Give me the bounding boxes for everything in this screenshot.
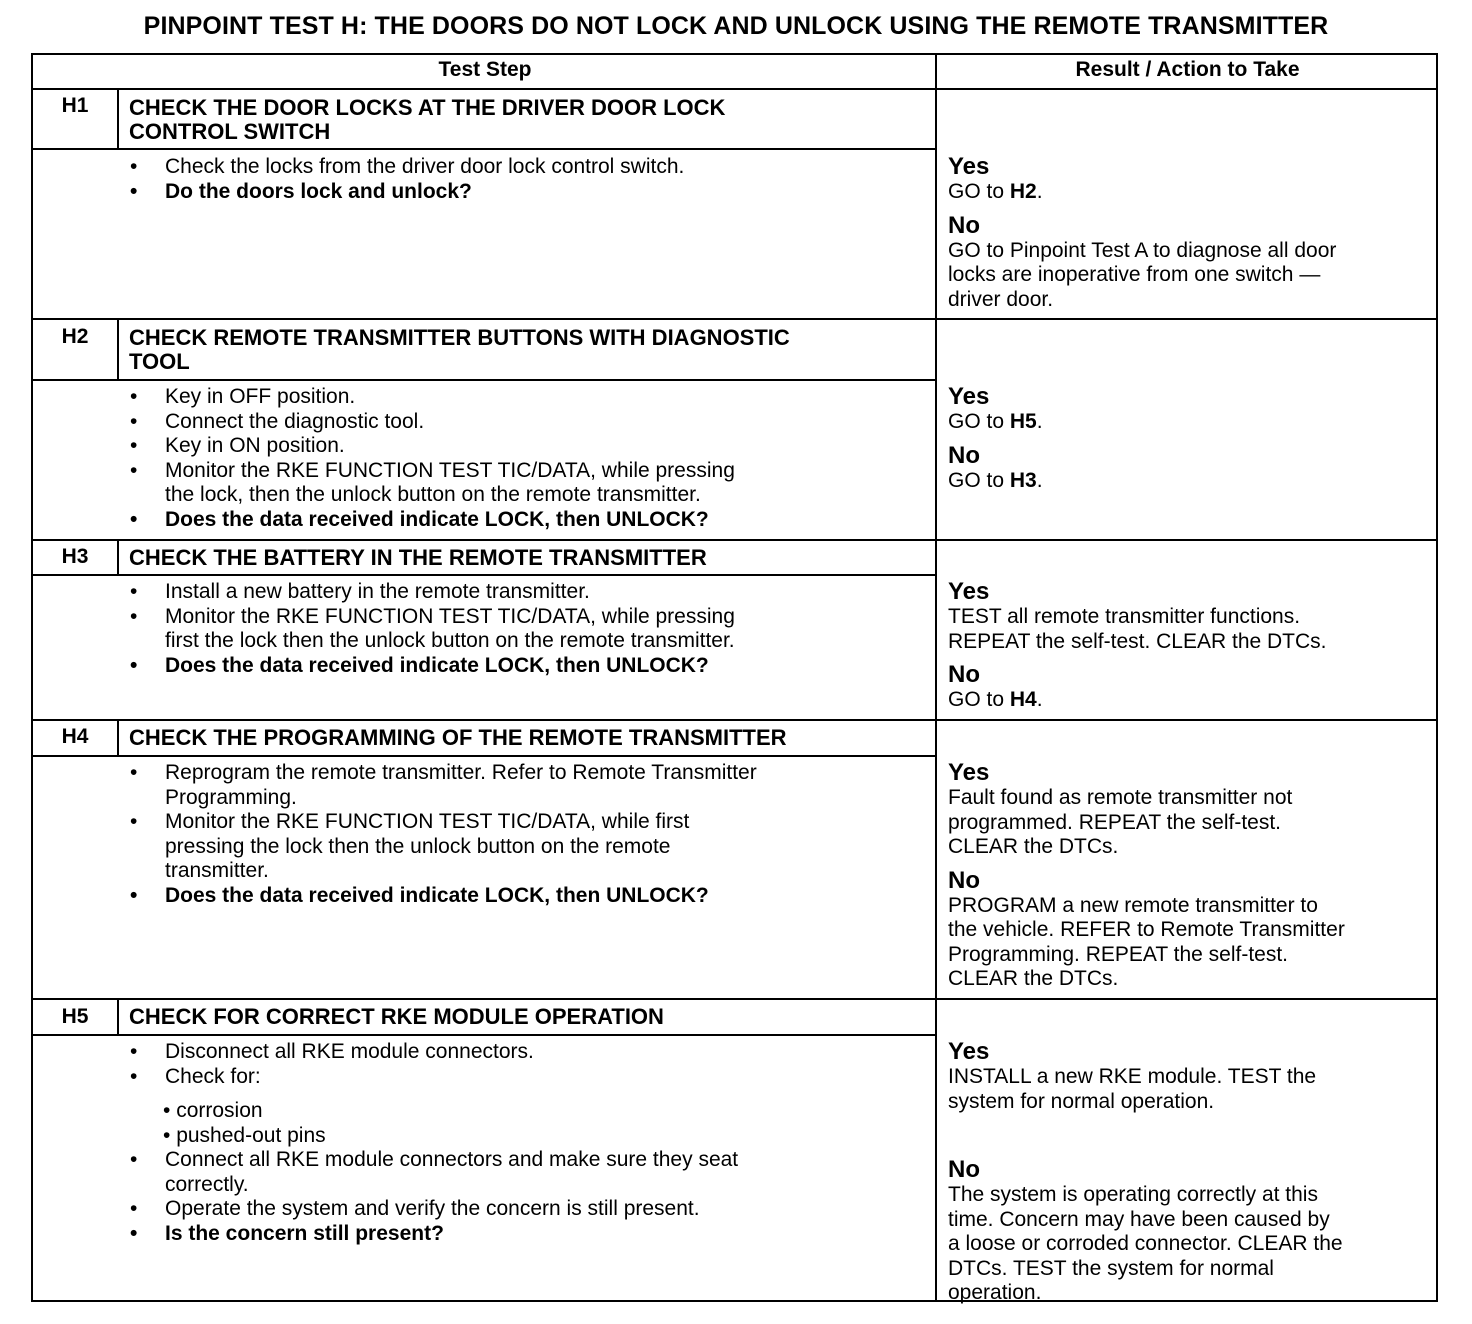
no-label: No [948, 1156, 980, 1183]
bullet-icon: • [130, 761, 138, 784]
instruction-item: • Monitor the RKE FUNCTION TEST TIC/DATA, while pressing the lock, then the unlock button on the remote transmitter. [130, 458, 735, 506]
bullet-icon: • [130, 883, 138, 907]
step-title [129, 546, 929, 570]
column-divider [935, 55, 937, 1300]
step-title-divider [33, 574, 937, 576]
no-action: GO to H4. [948, 688, 1043, 711]
no-action: PROGRAM a new remote transmitter to the vehicle. REFER to Remote Transmitter Programming. REPEAT the self-test. CLEAR the DTCs. [948, 893, 1345, 990]
no-label: No [948, 211, 980, 239]
step-instructions [128, 1040, 928, 1246]
instruction-item: • Key in ON position. [130, 434, 345, 457]
no-label: No [948, 441, 980, 469]
no-action: GO to H3. [948, 468, 1043, 492]
step-id: H4 [61, 725, 89, 748]
bullet-icon: • [130, 1197, 138, 1220]
instruction-item: • Operate the system and verify the concern is still present. [130, 1197, 700, 1220]
step-title [129, 96, 929, 144]
step-title [129, 1005, 929, 1029]
instruction-item: • Key in OFF position. [130, 385, 356, 408]
result-cell [948, 154, 1436, 312]
page-title: PINPOINT TEST H: THE DOORS DO NOT LOCK AND UNLOCK USING THE REMOTE TRANSMITTER [143, 12, 1329, 40]
id-divider [117, 541, 119, 576]
step-title [129, 726, 929, 750]
row-divider [33, 539, 1436, 541]
no-label: No [948, 866, 980, 894]
bullet-icon: • [130, 810, 138, 833]
question-item: • Does the data received indicate LOCK, then UNLOCK? [130, 507, 709, 531]
step-title-line: CHECK THE PROGRAMMING OF THE REMOTE TRANSMITTER [129, 725, 787, 750]
yes-label: Yes [948, 153, 990, 180]
bullet-icon: • [130, 179, 138, 203]
step-title-line: TOOL [129, 349, 190, 374]
step-title-line: CONTROL SWITCH [129, 119, 331, 144]
instruction-item: • Check for: [130, 1064, 261, 1088]
step-id: H1 [61, 94, 89, 117]
step-title-line: CHECK FOR CORRECT RKE MODULE OPERATION [129, 1004, 664, 1029]
yes-label: Yes [948, 1038, 990, 1065]
bullet-icon: • [130, 434, 138, 457]
instruction-item: • Disconnect all RKE module connectors. [130, 1040, 534, 1063]
id-divider [117, 721, 119, 757]
row-divider [33, 998, 1436, 1000]
step-title-divider [33, 148, 937, 150]
step-title-divider [33, 379, 937, 381]
yes-action: TEST all remote transmitter functions. REPEAT the self-test. CLEAR the DTCs. [948, 605, 1327, 653]
id-divider [117, 90, 119, 150]
instruction-item: • Monitor the RKE FUNCTION TEST TIC/DATA, while first pressing the lock then the unlock button on the remote transmitter. [130, 810, 690, 882]
instruction-item: • Connect all RKE module connectors and make sure they seat correctly. [130, 1148, 739, 1196]
step-instructions [128, 580, 928, 678]
step-id: H5 [61, 1005, 89, 1028]
sub-item: • corrosion [163, 1099, 263, 1122]
question-item: • Do the doors lock and unlock? [130, 179, 472, 203]
bullet-icon: • [130, 155, 138, 178]
step-title-line: CHECK REMOTE TRANSMITTER BUTTONS WITH DIAGNOSTIC [129, 325, 790, 350]
bullet-icon: • [130, 507, 138, 531]
result-cell [948, 760, 1436, 992]
id-divider [117, 1000, 119, 1036]
bullet-icon: • [130, 1221, 138, 1245]
bullet-icon: • [130, 604, 138, 628]
row-divider [33, 318, 1436, 320]
step-title-line: CHECK THE DOOR LOCKS AT THE DRIVER DOOR LOCK [129, 95, 726, 120]
row-divider [33, 719, 1436, 721]
step-id: H3 [61, 545, 89, 568]
yes-action: Fault found as remote transmitter not programmed. REPEAT the self-test. CLEAR the DTCs. [948, 786, 1293, 858]
header-result-action: Result / Action to Take [1075, 58, 1300, 81]
pinpoint-table [31, 53, 1438, 1302]
header-test-step: Test Step [438, 58, 532, 81]
yes-action: GO to H2. [948, 180, 1043, 203]
yes-label: Yes [948, 759, 990, 786]
step-instructions [128, 385, 928, 532]
step-title-divider [33, 1034, 937, 1036]
no-action: GO to Pinpoint Test A to diagnose all door locks are inoperative from one switch — driver door. [948, 238, 1337, 311]
yes-label: Yes [948, 383, 990, 410]
step-instructions [128, 761, 928, 908]
bullet-icon: • [130, 1040, 138, 1063]
step-title-divider [33, 755, 937, 757]
no-action: The system is operating correctly at this time. Concern may have been caused by a loose or corroded connector. CLEAR the DTCs. TEST the system for normal operation. [948, 1183, 1343, 1304]
no-label: No [948, 661, 980, 688]
step-id: H2 [61, 325, 89, 348]
id-divider [117, 320, 119, 380]
sub-item: • pushed-out pins [163, 1123, 326, 1147]
instruction-item: • Reprogram the remote transmitter. Refer to Remote Transmitter Programming. [130, 761, 757, 809]
bullet-icon: • [130, 458, 138, 482]
step-title [129, 326, 929, 374]
bullet-icon: • [130, 580, 138, 603]
yes-action: INSTALL a new RKE module. TEST the system for normal operation. [948, 1065, 1317, 1113]
step-title-line: CHECK THE BATTERY IN THE REMOTE TRANSMITTER [129, 545, 707, 570]
instruction-item: • Monitor the RKE FUNCTION TEST TIC/DATA, while pressing first the lock then the unlock button on the remote transmitter. [130, 604, 735, 652]
step-instructions [128, 155, 928, 204]
yes-label: Yes [948, 578, 990, 605]
bullet-icon: • [130, 409, 138, 433]
bullet-icon: • [130, 1148, 138, 1171]
question-item: • Does the data received indicate LOCK, then UNLOCK? [130, 883, 709, 907]
instruction-item: • Connect the diagnostic tool. [130, 409, 425, 433]
table-header [33, 55, 1436, 90]
result-cell [948, 579, 1436, 713]
result-cell [948, 1039, 1436, 1306]
bullet-icon: • [130, 1064, 138, 1088]
yes-action: GO to H5. [948, 410, 1043, 433]
instruction-item: • Install a new battery in the remote transmitter. [130, 580, 590, 603]
result-cell [948, 384, 1436, 493]
bullet-icon: • [130, 385, 138, 408]
instruction-item: • Check the locks from the driver door lock control switch. [130, 155, 685, 178]
bullet-icon: • [163, 1123, 171, 1147]
bullet-icon: • [163, 1099, 171, 1122]
bullet-icon: • [130, 653, 138, 677]
question-item: • Is the concern still present? [130, 1221, 444, 1245]
question-item: • Does the data received indicate LOCK, then UNLOCK? [130, 653, 709, 677]
